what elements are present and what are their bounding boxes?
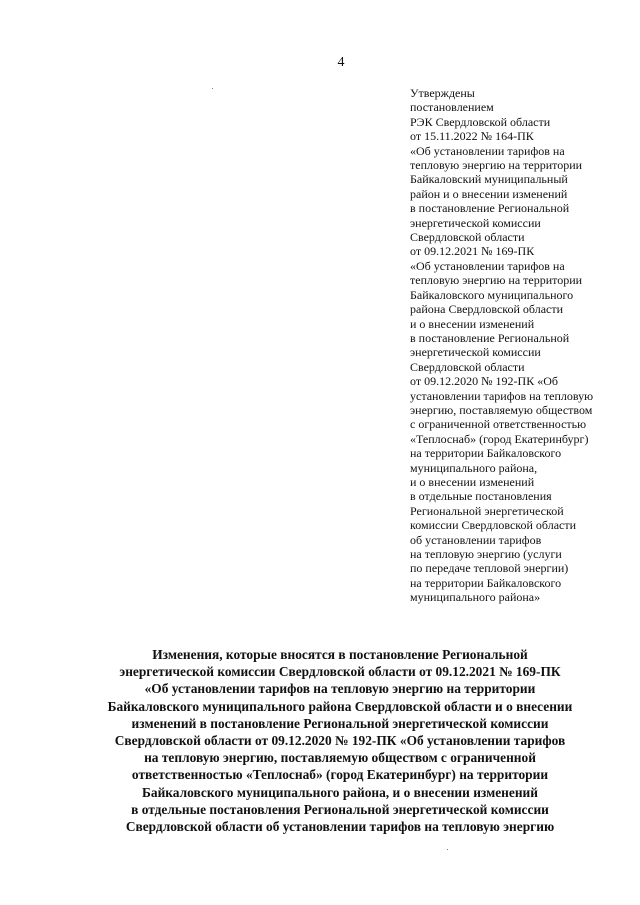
approval-line: «Теплоснаб» (город Екатеринбург) — [410, 431, 589, 446]
approval-line: «Об установлении тарифов на — [410, 143, 565, 158]
approval-line: с ограниченной ответственностью — [410, 417, 587, 432]
page-number: 4 — [337, 55, 345, 70]
approval-line: от 09.12.2021 № 169-ПК — [410, 244, 535, 259]
approval-line: муниципального района, — [410, 460, 538, 475]
approval-line: и о внесении изменений — [410, 316, 535, 331]
approval-line: комиссии Свердловской области — [410, 518, 577, 533]
approval-line: на тепловую энергию (услуги — [410, 547, 562, 561]
approval-line: по передаче тепловой энергии) — [410, 561, 569, 576]
approval-line: постановлением — [410, 100, 494, 115]
approval-line: энергетической комиссии — [410, 215, 541, 230]
approval-line: в постановление Региональной — [410, 330, 570, 345]
approval-line: энергию, поставляемую обществом — [410, 402, 593, 417]
approval-line: Свердловской области — [410, 359, 525, 374]
approval-line: на территории Байкаловского — [410, 446, 562, 461]
approval-line: тепловую энергию на территории — [410, 273, 583, 288]
approval-line: от 09.12.2020 № 192-ПК «Об — [410, 374, 558, 389]
heading-line: «Об установлении тарифов на тепловую энергию на территории — [144, 681, 536, 697]
approval-line: Байкаловского муниципального — [410, 287, 574, 302]
heading-line: в отдельные постановления Региональной энергетической комиссии — [131, 801, 549, 817]
approval-line: в постановление Региональной — [410, 201, 570, 216]
approval-line: РЭК Свердловской области — [410, 114, 551, 129]
heading-line: на тепловую энергию, поставляемую обществом с ограниченной — [144, 750, 536, 766]
approval-line: энергетической комиссии — [410, 345, 541, 360]
scan-speck — [212, 88, 213, 89]
approval-line: в отдельные постановления — [410, 489, 552, 504]
approval-line: от 15.11.2022 № 164-ПК — [410, 129, 534, 144]
heading-line: Байкаловского муниципального района, и о внесении изменений — [142, 784, 538, 800]
approval-line: установлении тарифов на тепловую — [410, 388, 594, 403]
approval-line: Утверждены — [410, 86, 475, 100]
scan-speck — [447, 849, 448, 850]
approval-line: на территории Байкаловского — [410, 575, 562, 590]
heading-line: энергетической комиссии Свердловской области от 09.12.2021 № 169-ПК — [119, 664, 561, 680]
approval-line: Байкаловский муниципальный — [410, 172, 568, 187]
heading-line: ответственностью «Теплоснаб» (город Екатеринбург) на территории — [131, 767, 549, 783]
approval-stamp-block — [410, 86, 635, 605]
approval-line: «Об установлении тарифов на — [410, 258, 565, 273]
heading-line: Свердловской области от 09.12.2020 № 192-ПК «Об установлении тарифов — [114, 733, 566, 749]
document-heading — [50, 646, 630, 835]
approval-line: района Свердловской области — [410, 302, 564, 317]
approval-line: тепловую энергию на территории — [410, 158, 583, 173]
heading-line: Изменения, которые вносятся в постановление Региональной — [152, 647, 528, 662]
approval-line: Свердловской области — [410, 230, 525, 245]
heading-line: Свердловской области об установлении тарифов на тепловую энергию — [125, 819, 555, 835]
approval-line: Региональной энергетической — [410, 503, 564, 518]
approval-line: муниципального района» — [410, 590, 541, 605]
approval-line: район и о внесении изменений — [410, 186, 568, 201]
heading-line: изменений в постановление Региональной энергетической комиссии — [131, 715, 549, 731]
heading-line: Байкаловского муниципального района Свердловской области и о внесении — [107, 698, 573, 714]
approval-line: об установлении тарифов — [410, 532, 542, 547]
approval-line: и о внесении изменений — [410, 474, 535, 489]
